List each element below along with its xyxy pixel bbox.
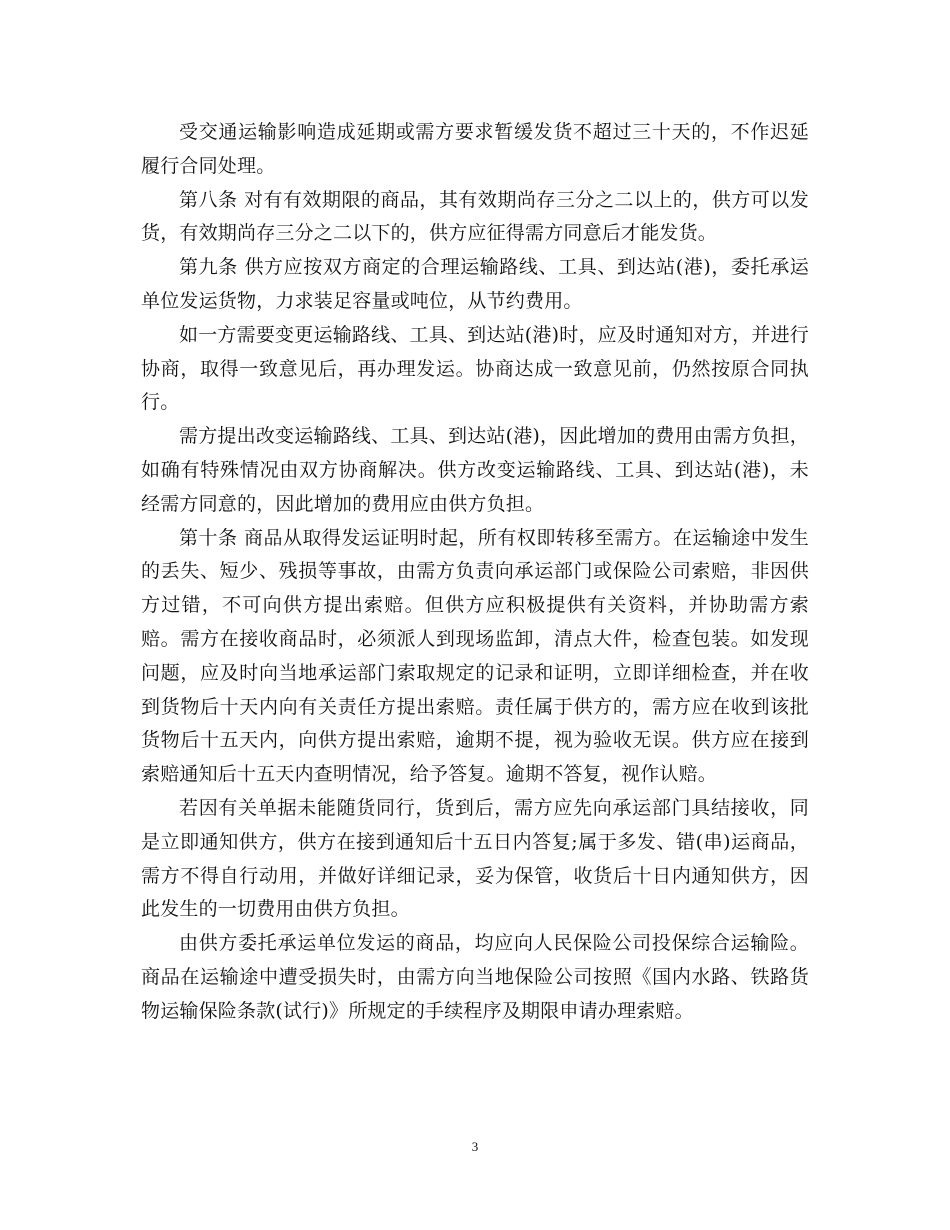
paragraph: 第十条 商品从取得发运证明时起，所有权即转移至需方。在运输途中发生的丢失、短少、残损等事故，由需方负责向承运部门或保险公司索赔，非因供方过错，不可向供方提出索赔。但供方应积极提供有关资料，并协助需方索赔。需方在接收商品时，必须派人到现场监卸，清点大件，检查包装。如发现问题，应及时向当地承运部门索取规定的记录和证明，立即详细检查，并在收到货物后十天内向有关责任方提出索赔。责任属于供方的，需方应在收到该批货物后十五天内，向供方提出索赔，逾期不提，视为验收无误。供方应在接到索赔通知后十五天内查明情况，给予答复。逾期不答复，视作认赔。 [141,526,809,786]
paragraph: 受交通运输影响造成延期或需方要求暂缓发货不超过三十天的，不作迟延履行合同处理。 [141,121,809,177]
paragraph: 若因有关单据未能随货同行，货到后，需方应先向承运部门具结接收，同是立即通知供方，供方在接到通知后十五日内答复;属于多发、错(串)运商品，需方不得自行动用，并做好详细记录，妥为保管，收货后十日内通知供方，因此发生的一切费用由供方负担。 [141,796,809,921]
paragraph: 由供方委托承运单位发运的商品，均应向人民保险公司投保综合运输险。商品在运输途中遭受损失时，由需方向当地保险公司按照《国内水路、铁路货物运输保险条款(试行)》所规定的手续程序及期限申请办理索赔。 [141,932,809,1022]
paragraph: 如一方需要变更运输路线、工具、到达站(港)时，应及时通知对方，并进行协商，取得一致意见后，再办理发运。协商达成一致意见前，仍然按原合同执行。 [141,323,809,414]
page-number: 3 [471,1139,479,1154]
paragraph: 需方提出改变运输路线、工具、到达站(港)，因此增加的费用由需方负担，如确有特殊情况由双方协商解决。供方改变运输路线、工具、到达站(港)，未经需方同意的，因此增加的费用应由供方负担。 [141,425,809,515]
paragraph: 第八条 对有有效期限的商品，其有效期尚存三分之二以上的，供方可以发货，有效期尚存三分之二以下的，供方应征得需方同意后才能发货。 [141,188,809,245]
paragraph: 第九条 供方应按双方商定的合理运输路线、工具、到达站(港)，委托承运单位发运货物，力求装足容量或吨位，从节约费用。 [141,256,809,312]
document-body [141,116,809,1029]
